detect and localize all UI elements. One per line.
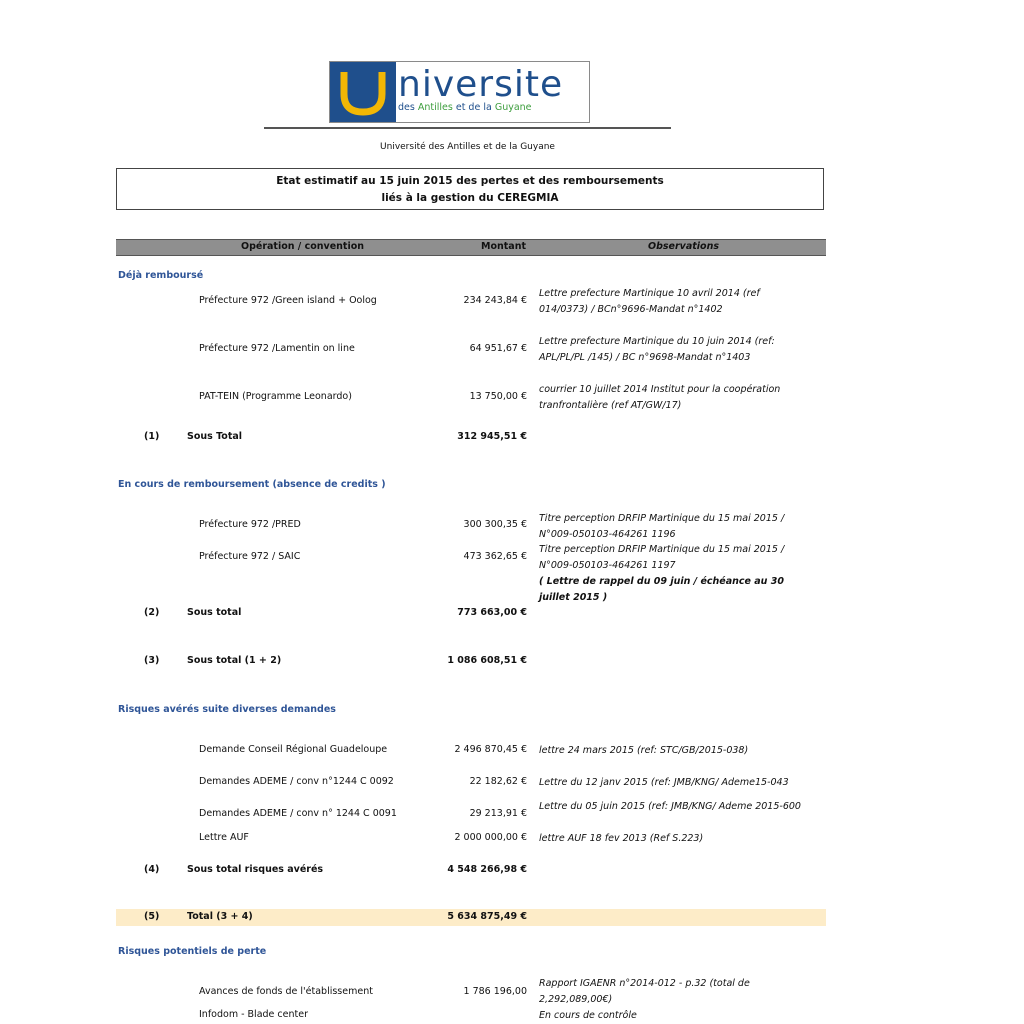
section-heading: Déjà remboursé (118, 270, 204, 281)
amount-value: 2 000 000,00 € (454, 832, 527, 843)
operation-label: Avances de fonds de l'établissement (199, 986, 373, 997)
section-heading: Risques potentiels de perte (118, 946, 267, 957)
amount-value: 22 182,62 € (469, 776, 527, 787)
observation-text: Titre perception DRFIP Martinique du 15 mai 2015 / N°009-050103-464261 1197 (539, 544, 785, 571)
observation-note: ( Lettre de rappel du 09 juin / échéance au 30 juillet 2015 ) (539, 576, 784, 603)
total-label: Total (3 + 4) (187, 911, 253, 922)
section-heading: En cours de remboursement (absence de credits ) (118, 479, 386, 490)
logo-u-icon (330, 62, 396, 122)
observation-text: lettre 24 mars 2015 (ref: STC/GB/2015-038) (539, 745, 749, 756)
operation-label: Demandes ADEME / conv n°1244 C 0092 (199, 776, 394, 787)
total-amount: 5 634 875,49 € (447, 911, 527, 922)
logo-subtitle: des Antilles et de la Guyane (398, 102, 532, 113)
subtotal-label: Sous total (187, 607, 242, 618)
subtotal-number: (4) (144, 864, 160, 875)
amount-value: 473 362,65 € (463, 551, 527, 562)
observation-text: Lettre du 05 juin 2015 (ref: JMB/KNG/ Ademe 2015-600 (539, 801, 801, 812)
observation-text: Lettre du 12 janv 2015 (ref: JMB/KNG/ Ademe15-043 (539, 777, 789, 788)
observation-text: En cours de contrôle (539, 1010, 637, 1021)
subtotal-amount: 773 663,00 € (457, 607, 527, 618)
observation-text: Lettre prefecture Martinique du 10 juin 2014 (ref: APL/PL/PL /145) / BC n°9698-Mandat n°1403 (539, 336, 775, 363)
amount-value: 1 786 196,00 (463, 986, 527, 997)
operation-label: Lettre AUF (199, 832, 249, 843)
operation-label: Demande Conseil Régional Guadeloupe (199, 744, 388, 755)
title-line-1: Etat estimatif au 15 juin 2015 des pertes et des remboursements (276, 175, 664, 187)
observation-text: Titre perception DRFIP Martinique du 15 mai 2015 / N°009-050103-464261 1196 (539, 513, 785, 540)
university-logo (329, 61, 590, 123)
operation-label: Préfecture 972 /Green island + Oolog (199, 295, 377, 306)
table-header (116, 239, 826, 256)
operation-label: Préfecture 972 /PRED (199, 519, 301, 530)
subtotal-number: (1) (144, 431, 160, 442)
amount-value: 2 496 870,45 € (454, 744, 527, 755)
subtotal-label: Sous Total (187, 431, 243, 442)
subtotal-amount: 312 945,51 € (457, 431, 527, 442)
operation-label: Infodom - Blade center (199, 1009, 308, 1020)
subtotal-amount: 1 086 608,51 € (447, 655, 527, 666)
total-number: (5) (144, 911, 160, 922)
observation-text: lettre AUF 18 fev 2013 (Ref S.223) (539, 833, 704, 844)
amount-value: 29 213,91 € (469, 808, 527, 819)
header-montant: Montant (481, 241, 526, 252)
subtotal-number: (2) (144, 607, 160, 618)
observation-text: Rapport IGAENR n°2014-012 - p.32 (total de 2,292,089,00€) (539, 978, 750, 1005)
institution-name: Université des Antilles et de la Guyane (380, 142, 555, 152)
operation-label: Demandes ADEME / conv n° 1244 C 0091 (199, 808, 397, 819)
header-rule (264, 127, 671, 129)
amount-value: 300 300,35 € (463, 519, 527, 530)
amount-value: 13 750,00 € (469, 391, 527, 402)
subtotal-number: (3) (144, 655, 160, 666)
subtotal-amount: 4 548 266,98 € (447, 864, 527, 875)
operation-label: Préfecture 972 /Lamentin on line (199, 343, 355, 354)
operation-label: PAT-TEIN (Programme Leonardo) (199, 391, 352, 402)
subtotal-label: Sous total (1 + 2) (187, 655, 282, 666)
amount-value: 234 243,84 € (463, 295, 527, 306)
subtotal-label: Sous total risques avérés (187, 864, 324, 875)
observation-text: courrier 10 juillet 2014 Institut pour la coopération tranfrontalière (ref AT/GW/17) (539, 384, 781, 411)
title-line-2: liés à la gestion du CEREGMIA (381, 192, 559, 204)
document-title-box (116, 168, 824, 210)
header-operation: Opération / convention (241, 241, 364, 252)
amount-value: 64 951,67 € (469, 343, 527, 354)
header-observations: Observations (648, 241, 720, 252)
section-heading: Risques avérés suite diverses demandes (118, 704, 336, 715)
observation-text: Lettre prefecture Martinique 10 avril 2014 (ref 014/0373) / BCn°9696-Mandat n°1402 (539, 288, 760, 315)
operation-label: Préfecture 972 / SAIC (199, 551, 301, 562)
logo-wordmark: niversite (398, 64, 564, 105)
